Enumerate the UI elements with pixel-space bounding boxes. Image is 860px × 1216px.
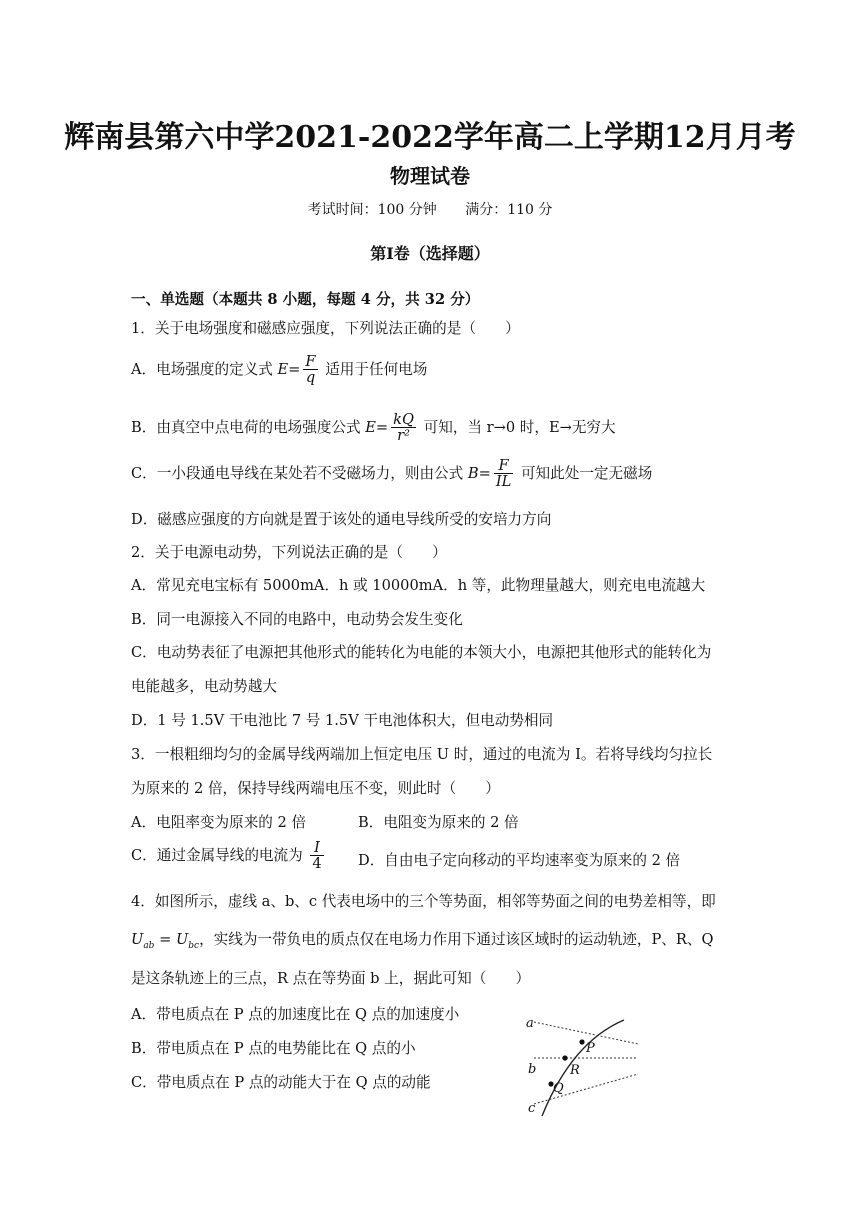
q2-option-b: B．同一电源接入不同的电路中，电动势会发生变化 <box>131 611 463 628</box>
q1-c-post: 可知此处一定无磁场 <box>520 464 653 482</box>
q1-option-d: D．磁感应强度的方向就是置于该处的通电导线所受的安培力方向 <box>131 511 552 528</box>
label-b: b <box>528 1062 537 1077</box>
formula-quarter-i: $\frac{I}{4}$ <box>312 839 322 873</box>
q1-option-b <box>131 412 616 444</box>
q4-stem-line3: 是这条轨迹上的三点，R 点在等势面 b 上，据此可知（ ） <box>131 970 531 987</box>
q3-option-d: D．自由电子定向移动的平均速率变为原来的 2 倍 <box>358 852 681 869</box>
q4-option-a: A．带电质点在 P 点的加速度比在 Q 点的加速度小 <box>131 1006 460 1023</box>
q3-stem-line2: 为原来的 2 倍，保持导线两端电压不变，则此时（ ） <box>131 780 500 797</box>
q3-option-a: A．电阻率变为原来的 2 倍 <box>131 814 307 831</box>
equipotential-lines <box>534 1022 638 1104</box>
q4-option-b: B．带电质点在 P 点的电势能比在 Q 点的小 <box>131 1040 416 1057</box>
trajectory-curve <box>542 1020 624 1116</box>
q2-option-c-line1: C．电动势表征了电源把其他形式的能转化为电能的本领大小，电源把其他形式的能转化为 <box>131 644 712 661</box>
label-r: R <box>570 1063 580 1078</box>
label-q: Q <box>553 1081 564 1096</box>
label-c: c <box>528 1101 536 1116</box>
formula-point-charge: E= $\frac{kQ}{\text{r²}}$ <box>365 411 414 445</box>
q2-option-d: D．1 号 1.5V 干电池比 7 号 1.5V 干电池体积大，但电动势相同 <box>131 712 554 729</box>
q4-stem-line2 <box>131 928 713 951</box>
section-heading: 一、单选题（本题共 8 小题，每题 4 分，共 32 分） <box>131 291 480 308</box>
exam-meta <box>0 199 860 219</box>
q1-c-pre: C．一小段通电导线在某处若不受磁场力，则由公式 <box>131 464 464 482</box>
exam-title: 辉南县第六中学2021-2022学年高二上学期12月月考 <box>64 120 796 155</box>
label-p: P <box>586 1041 595 1056</box>
formula-e-def: E= $\frac{F}{q}$ <box>277 353 316 387</box>
q1-option-c <box>131 458 652 490</box>
q3-c-pre: C．通过金属导线的电流为 <box>131 846 303 864</box>
exam-score: 满分：110 分 <box>465 202 553 218</box>
point-r <box>562 1055 567 1060</box>
q4-l2-post: ，实线为一带负电的质点仅在电场力作用下通过该区域时的运动轨迹，P、R、Q <box>199 931 714 948</box>
point-p <box>579 1039 584 1044</box>
q2-option-c-line2: 电能越多，电动势越大 <box>131 678 277 695</box>
q4-stem-line1: 4．如图所示，虚线 a、b、c 代表电场中的三个等势面，相邻等势面之间的电势差相等，即 <box>131 893 716 910</box>
q3-stem-line1: 3．一根粗细均匀的金属导线两端加上恒定电压 U 时，通过的电流为 I。若将导线均匀拉长 <box>131 746 713 763</box>
formula-b-def: B= $\frac{F}{IL}$ <box>467 457 512 491</box>
q2-stem: 2．关于电源电动势，下列说法正确的是（ ） <box>131 544 447 561</box>
q4-option-c: C．带电质点在 P 点的动能大于在 Q 点的动能 <box>131 1074 431 1091</box>
part-title: 第Ⅰ卷（选择题） <box>370 244 490 263</box>
q3-option-c <box>131 840 327 872</box>
q1-a-pre: A．电场强度的定义式 <box>131 360 273 378</box>
formula-uab-ubc: $U_{ab} = U_{bc}$ <box>131 931 200 951</box>
q1-stem: 1．关于电场强度和磁感应强度，下列说法正确的是（ ） <box>131 320 520 337</box>
equipotential-figure <box>520 1012 650 1122</box>
exam-time: 考试时间：100 分钟 <box>307 202 437 218</box>
q1-b-post: 可知，当 r→0 时，E→无穷大 <box>423 418 616 436</box>
exam-subtitle: 物理试卷 <box>390 164 470 188</box>
q2-option-a: A．常见充电宝标有 5000mA．h 或 10000mA．h 等，此物理量越大，则充电电流越大 <box>131 577 706 594</box>
q1-option-a <box>131 354 427 386</box>
q1-a-post: 适用于任何电场 <box>325 360 428 378</box>
q1-b-pre: B．由真空中点电荷的电场强度公式 <box>131 418 361 436</box>
q3-option-b: B．电阻变为原来的 2 倍 <box>358 814 519 831</box>
label-a: a <box>526 1016 534 1031</box>
